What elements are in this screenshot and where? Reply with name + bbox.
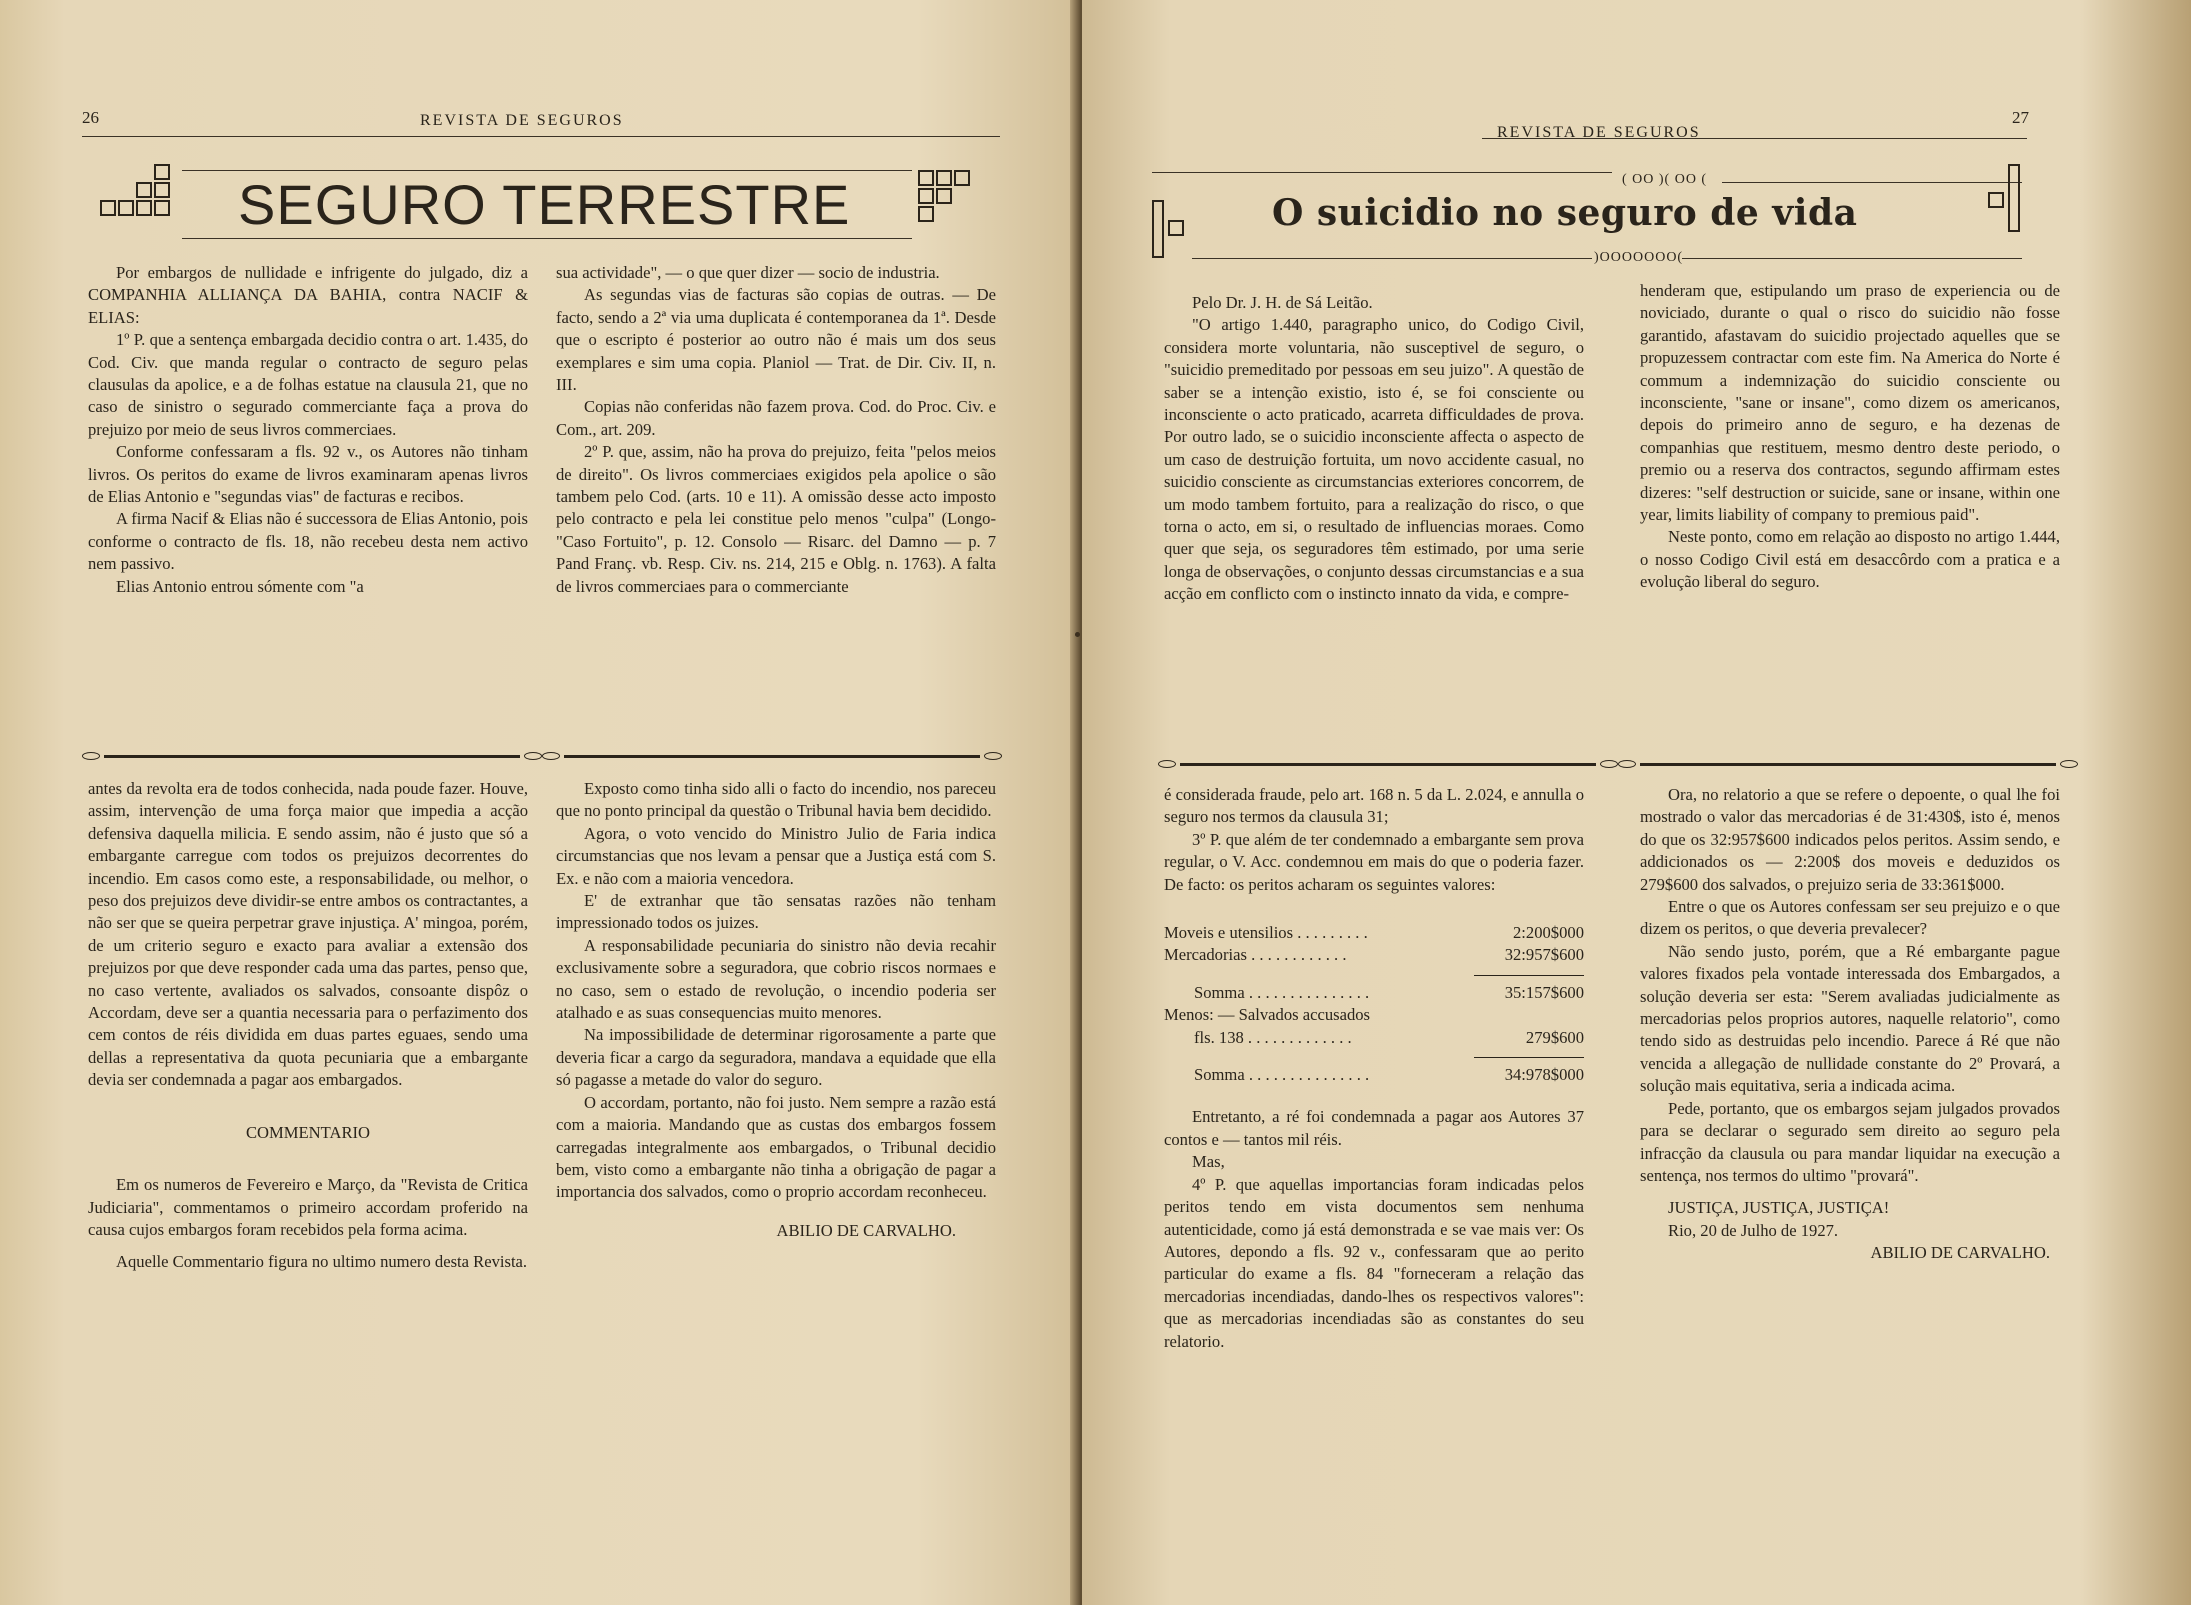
paragraph: Aquelle Commentario figura no ultimo numero desta Revista. [116, 1252, 528, 1272]
figures-table [1164, 922, 1584, 1086]
left-column-1-top [88, 262, 528, 598]
title-ornament-right [914, 166, 994, 230]
figure-label: fls. 138 . . . . . . . . . . . . . [1194, 1027, 1352, 1047]
running-head: REVISTA DE SEGUROS [1497, 124, 1701, 141]
title-ornament-right [1988, 164, 2032, 234]
title-ornament-left [1148, 200, 1188, 260]
left-column-1-bottom [88, 778, 528, 1274]
comment-heading: COMMENTARIO [245, 1122, 371, 1142]
left-column-2-bottom [556, 778, 996, 1242]
right-page [1082, 0, 2191, 1605]
paragraph: henderam que, estipulando um praso de experiencia ou de noviciado, durante o qual o risco do suicidio não fosse garantido, afastavam do suicidio projectado aquelles que se propuzessem contractar com este fim. Na America do Norte é commum a indemnização do suicidio consciente ou inconsciente, "sane or insane", como dizem os americanos, depois do primeiro anno de seguro, e ha dezenas de companhias que restituem, mesmo dentro deste periodo, o premio ou a reserva dos contractos, segundo affirmam estes dizeres: "self destruction or suicide, sane or insane, within one year, limits liability of company to premious paid". [1640, 281, 2060, 525]
section-separator [1618, 760, 2078, 768]
paragraph: Mas, [1192, 1152, 1225, 1172]
author-line: Pelo Dr. J. H. de Sá Leitão. [1192, 293, 1373, 312]
right-column-2-top [1640, 280, 2060, 594]
paragraph: sua actividade", — o que quer dizer — socio de industria. [556, 263, 940, 282]
paragraph: Em os numeros de Fevereiro e Março, da "Revista de Critica Judiciaria", commentamos o primeiro accordam proferido na causa cujos embargos foram recebidos pela forma acima. [88, 1175, 528, 1239]
paragraph: A firma Nacif & Elias não é successora de Elias Antonio, pois conforme o contracto de fls. 18, não recebeu desta nem activo nem passivo. [88, 509, 528, 574]
figure-label: Somma . . . . . . . . . . . . . . . [1194, 1065, 1370, 1085]
sum-rule [1474, 975, 1584, 976]
right-column-1-top [1164, 292, 1584, 606]
figure-row [1164, 944, 1584, 966]
signature: ABILIO DE CARVALHO. [776, 1220, 956, 1240]
title-ornament-left [92, 160, 182, 236]
figure-row [1164, 1004, 1584, 1026]
running-head: REVISTA DE SEGUROS [420, 112, 624, 129]
gutter-mark [1075, 632, 1080, 637]
title-rule-top [182, 170, 912, 171]
title-rule-bottom [182, 238, 912, 239]
right-column-1-bottom [1164, 784, 1584, 1353]
paragraph: 4º P. que aquellas importancias foram indicadas pelos peritos tendo em vista documentos sem nenhuma autenticidade, como já está demonstrada e se vae mais ver: Os Autores, depondo a fls. 92 v., confessaram que ao perito particular do exame a fls. 84 "forneceram a relação das mercadorias incendiadas, dando-lhes os respectivos valores": que as mercadorias incendiadas são as constantes do seu relatorio. [1164, 1174, 1584, 1351]
figure-value: 34:978$000 [1504, 1065, 1584, 1085]
figure-value: 35:157$600 [1504, 982, 1584, 1002]
paragraph: Pede, portanto, que os embargos sejam julgados provados para se declarar o segurado sem direito ao seguro pela infracção da clausula ou para mandar liquidar na execução a sentença, nos termos do ultimo "provará". [1640, 1098, 2060, 1185]
paragraph: Por embargos de nullidade e infrigente do julgado, diz a COMPANHIA ALLIANÇA DA BAHIA, contra NACIF & ELIAS: [88, 263, 528, 327]
figure-label: Somma . . . . . . . . . . . . . . . [1194, 982, 1370, 1002]
title-ornament-top: ( OO )( OO ( [1622, 172, 1708, 187]
left-column-2-top [556, 262, 996, 598]
paragraph: E' de extranhar que tão sensatas razões não tenham impressionado todos os juizes. [556, 891, 996, 933]
header-rule [1482, 138, 2027, 139]
figure-row [1164, 1027, 1584, 1049]
figure-label: Mercadorias . . . . . . . . . . . . [1164, 945, 1347, 965]
paragraph: A responsabilidade pecuniaria do sinistro não devia recahir exclusivamente sobre a seguradora, que cobrio riscos normaes e no caso, sem o estado de revolução, o incendio poderia ser atalhado e as suas consequencias muito menores. [556, 935, 996, 1023]
article-title: O suicidio no seguro de vida [1272, 192, 1858, 234]
title-ornament-bottom: )OOOOOOO( [1594, 250, 1684, 265]
title-rule-top [1722, 182, 2022, 183]
paragraph: Ora, no relatorio a que se refere o depoente, o qual lhe foi mostrado o valor das mercadorias é de 31:430$, isto é, menos do que os 32:957$600 indicados pelos peritos. Assim sendo, e addicionados os — 2:200$ dos moveis e deduzidos os 279$600 dos salvados, o prejuizo seria de 33:361$000. [1640, 785, 2060, 894]
paragraph: Copias não conferidas não fazem prova. Cod. do Proc. Civ. e Com., art. 209. [556, 397, 996, 439]
paragraph: Elias Antonio entrou sómente com "a [116, 576, 364, 596]
date-line: Rio, 20 de Julho de 1927. [1668, 1220, 1839, 1240]
title-rule-top [1152, 172, 1612, 173]
paragraph: Exposto como tinha sido alli o facto do incendio, nos pareceu que no ponto principal da questão o Tribunal havia bem decidido. [556, 779, 996, 821]
paragraph: As segundas vias de facturas são copias de outras. — De facto, sendo a 2ª via uma duplicata é contemporanea da 1ª. Desde que o escripto é posterior ao outro não é mais um dos seus exemplares e sim uma copia. Planiol — Trat. de Dir. Civ. II, n. III. [556, 285, 996, 395]
paragraph: antes da revolta era de todos conhecida, nada poude fazer. Houve, assim, intervenção de uma força maior que impedia a acção defensiva daquella milicia. E sendo assim, não é justo que só a embargante carregue com todos os prejuizos decorrentes do incendio. Em casos como este, a responsabilidade, ou melhor, o peso dos prejuizos deve dividir-se entre ambos os contractantes, a não ser que se queira perpetrar grave injustiça. A' mingoa, porém, de um criterio seguro e exacto para avaliar a extensão dos prejuizos por que deve responder cada uma das partes, penso que, no caso vertente, avaliados os salvados, consoante dispôz o Accordam, deve ser a quantia necessaria para o perfazimento dos cem contos de réis dividida em duas partes eguaes, sendo uma dellas a representativa da quota pecuniaria que a embargante devia ser condemnada a pagar aos embargados. [88, 779, 528, 1090]
paragraph: Conforme confessaram a fls. 92 v., os Autores não tinham livros. Os peritos do exame de livros examinaram apenas livros de Elias Antonio e "segundas vias" de facturas e recibos. [88, 442, 528, 507]
paragraph: Não sendo justo, porém, que a Ré embargante pague valores fixados pela vontade interessada dos Embargados, a solução deveria ser esta: "Serem avaliadas judicialmente as mercadorias pelos proprios autores, naquelle relatorio", como tendo sido as destruidas pelo incendio. Parece á Ré que não vencida a allegação de nullidade constante do 2º Provará, a solução mais equitativa, seria a indicada acima. [1640, 941, 2060, 1096]
signature: ABILIO DE CARVALHO. [1870, 1243, 2050, 1263]
figure-value: 2:200$000 [1513, 923, 1584, 943]
figure-row [1164, 982, 1584, 1004]
paragraph: é considerada fraude, pelo art. 168 n. 5 da L. 2.024, e annulla o seguro nos termos da clausula 31; [1164, 785, 1584, 827]
figure-label: Menos: — Salvados accusados [1164, 1005, 1371, 1025]
title-rule-bottom [1682, 258, 2022, 259]
figure-value: 32:957$600 [1504, 945, 1584, 965]
paragraph: 1º P. que a sentença embargada decidio contra o art. 1.435, do Cod. Civ. que manda regular o contracto de seguro pelas clausulas da apolice, e a de folhas estatue na clausula 21, que no caso de sinistro o segurado commerciante faça a prova do prejuizo por meio de seus livros commerciaes. [88, 330, 528, 439]
closing-line: JUSTIÇA, JUSTIÇA, JUSTIÇA! [1668, 1198, 1890, 1218]
paragraph: 3º P. que além de ter condemnado a embargante sem prova regular, o V. Acc. condemnou em mais do que o poderia fazer. De facto: os peritos acharam os seguintes valores: [1164, 829, 1584, 894]
header-rule [82, 136, 1000, 137]
paragraph: O accordam, portanto, não foi justo. Nem sempre a razão está com a maioria. Mandando que as custas dos embargos fossem carregadas integralmente aos embargados, o Tribunal decidio bem, visto como a embargante não tinha a obrigação de pagar a importancia dos salvados, como o proprio accordam reconheceu. [556, 1092, 996, 1202]
section-separator [542, 752, 1002, 760]
paragraph: "O artigo 1.440, paragrapho unico, do Codigo Civil, considera morte voluntaria, não susceptivel de seguro, o "suicidio premeditado por pessoas em seu juizo". A questão de saber se a intenção existio, isto é, se foi consciente ou inconsciente o acto praticado, acarreta difficuldades de prova. Por outro lado, se o suicidio inconsciente affecta o aspecto de um caso de destruição fortuita, um novo accidente casual, no suicidio consciente as circumstancias exteriores concorrem, de um modo tambem fortuito, para a realização do risco, o que torna o acto, em si, o resultado de influencias moraes. Como quer que seja, os seguradores têm estimado, por uma serie longa de observações, o conjunto dessas circumstancias e a sua acção em conflicto com o instincto innato da vida, e compre- [1164, 315, 1584, 604]
right-column-2-bottom [1640, 784, 2060, 1265]
page-number: 27 [2012, 108, 2029, 127]
figure-row [1164, 922, 1584, 944]
paragraph: 2º P. que, assim, não ha prova do prejuizo, feita "pelos meios de direito". Os livros commerciaes exigidos pela apolice o são tambem pelo Cod. (arts. 10 e 11). A omissão desse acto imposto pelo contracto e pela lei constitue pelo menos "culpa" (Longo- "Caso Fortuito", p. 12. Consolo — Risarc. del Damno — p. 7 Pand Franç. vb. Resp. Civ. ns. 214, 215 e Oblg. n. 1763). A falta de livros commerciaes para o commerciante [556, 442, 996, 596]
left-page [0, 0, 1078, 1605]
sum-rule [1474, 1057, 1584, 1058]
page-number: 26 [82, 108, 99, 127]
paragraph: Neste ponto, como em relação ao disposto no artigo 1.444, o nosso Codigo Civil está em desaccôrdo com a pratica e a evolução liberal do seguro. [1640, 527, 2060, 592]
paragraph: Agora, o voto vencido do Ministro Julio de Faria indica circumstancias que nos levam a pensar que a Justiça está com S. Ex. e não com a maioria vencedora. [556, 823, 996, 888]
figure-row [1164, 1064, 1584, 1086]
title-rule-bottom [1192, 258, 1592, 259]
section-separator [1158, 760, 1618, 768]
paragraph: Entretanto, a ré foi condemnada a pagar aos Autores 37 contos e — tantos mil réis. [1164, 1107, 1584, 1149]
section-separator [82, 752, 542, 760]
figure-value: 279$600 [1525, 1027, 1584, 1047]
paragraph: Na impossibilidade de determinar rigorosamente a parte que deveria ficar a cargo da seguradora, mandava a equidade que ella só pagasse a metade do valor do seguro. [556, 1025, 996, 1090]
article-title: SEGURO TERRESTRE [238, 173, 851, 236]
figure-label: Moveis e utensilios . . . . . . . . . [1164, 923, 1368, 943]
paragraph: Entre o que os Autores confessam ser seu prejuizo e o que dizem os peritos, o que deveria prevalecer? [1640, 897, 2060, 939]
